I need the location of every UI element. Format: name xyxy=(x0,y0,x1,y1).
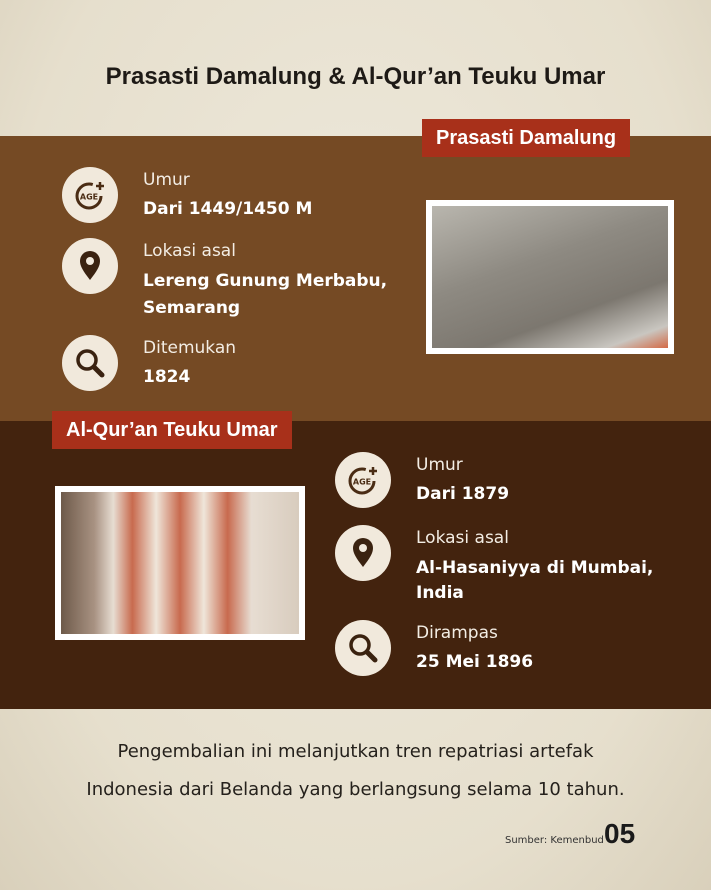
svg-text:AGE: AGE xyxy=(79,192,99,202)
age-value: Dari 1449/1450 M xyxy=(143,199,313,219)
page-title: Prasasti Damalung & Al-Qur’an Teuku Umar xyxy=(105,63,606,90)
location-value: Lereng Gunung Merbabu, xyxy=(143,271,388,291)
found-value: 1824 xyxy=(143,367,191,387)
found-label: Ditemukan xyxy=(143,338,237,358)
section-label-prasasti: Prasasti Damalung xyxy=(422,119,630,157)
stone-inscription-photo xyxy=(426,200,674,354)
svg-text:AGE: AGE xyxy=(352,477,372,487)
quran-manuscript-photo xyxy=(55,486,305,640)
age-icon xyxy=(62,167,118,223)
location-pin-icon xyxy=(335,525,391,581)
footer-line-1: Pengembalian ini melanjutkan tren repatriasi artefak xyxy=(117,741,594,762)
magnifier-icon xyxy=(335,620,391,676)
location-value: Al-Hasaniyya di Mumbai, xyxy=(416,558,654,578)
source-credit: Sumber: Kemenbud xyxy=(505,835,604,846)
age-label: Umur xyxy=(416,455,463,475)
seized-value: 25 Mei 1896 xyxy=(416,652,534,672)
magnifier-icon xyxy=(62,335,118,391)
page-number: 05 xyxy=(604,818,636,849)
seized-label: Dirampas xyxy=(416,623,498,643)
location-pin-icon xyxy=(62,238,118,294)
age-value: Dari 1879 xyxy=(416,484,510,504)
age-icon xyxy=(335,452,391,508)
location-label: Lokasi asal xyxy=(143,241,236,261)
age-label: Umur xyxy=(143,170,190,190)
location-value-2: Semarang xyxy=(143,298,241,318)
footer-line-2: Indonesia dari Belanda yang berlangsung selama 10 tahun. xyxy=(86,779,625,800)
location-label: Lokasi asal xyxy=(416,528,509,548)
location-value-2: India xyxy=(416,583,464,603)
section-label-quran: Al-Qur’an Teuku Umar xyxy=(52,411,292,449)
